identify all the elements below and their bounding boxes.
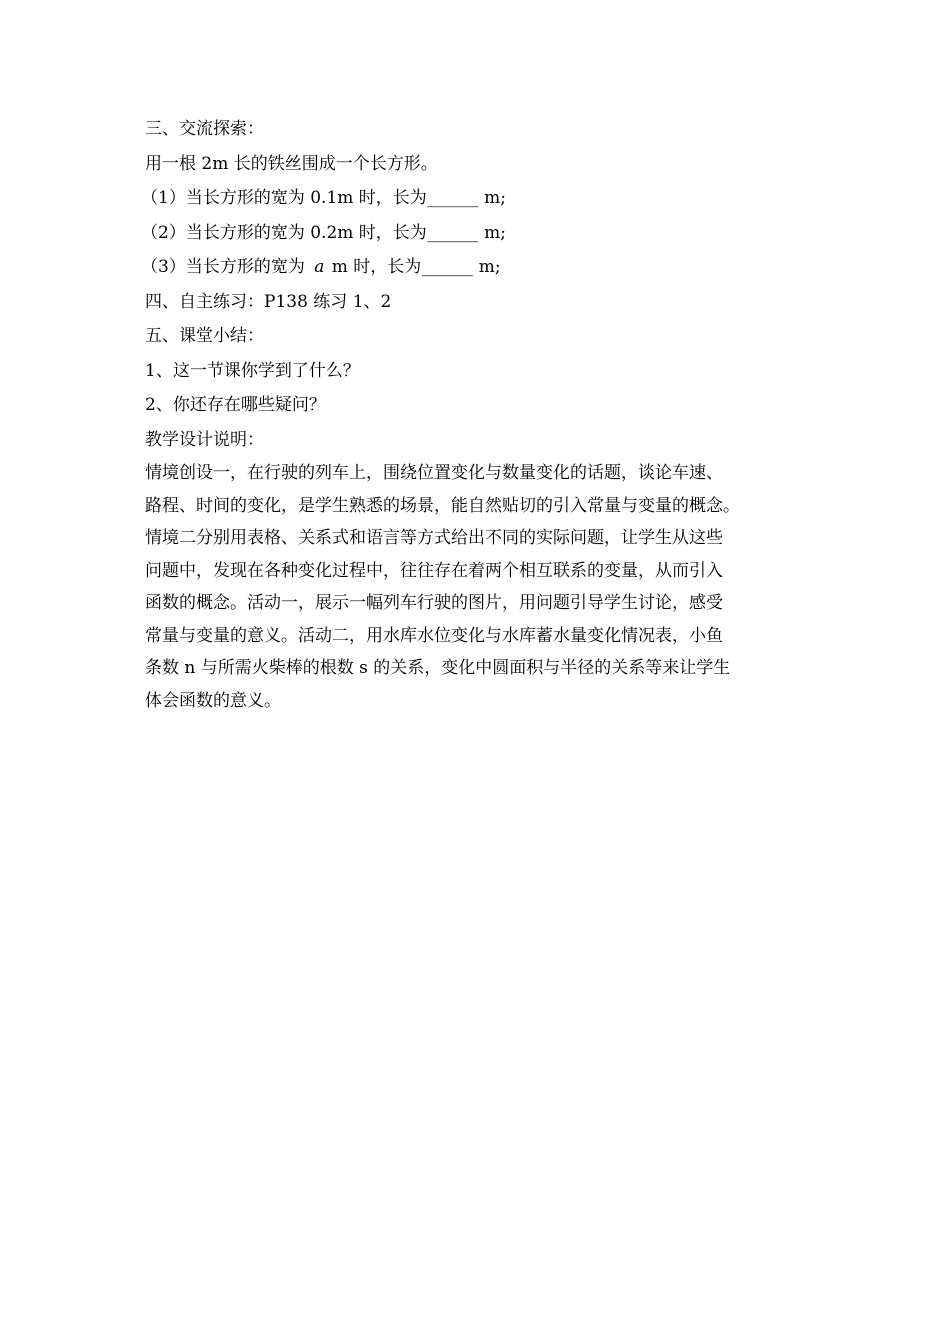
section5-heading: 五、课堂小结： — [145, 326, 264, 346]
answer-blank: ______ — [427, 222, 479, 243]
question-item-1 — [141, 181, 825, 216]
question-text: （2）当长方形的宽为 0.2m 时，长为 — [141, 222, 427, 243]
document-page — [141, 112, 825, 717]
paragraph-line: 情境二分别用表格、关系式和语言等方式给出不同的实际问题，让学生从这些 — [145, 528, 723, 548]
summary-question-2: 2、你还存在哪些疑问？ — [145, 395, 326, 415]
section3-heading: 三、交流探索： — [145, 119, 264, 139]
section4-heading: 四、自主练习：P138 练习 1、2 — [145, 291, 392, 312]
design-notes-heading: 教学设计说明： — [145, 429, 264, 450]
paragraph-line: 路程、时间的变化，是学生熟悉的场景，能自然贴切的引入常量与变量的概念。 — [145, 495, 740, 516]
question-item-2 — [141, 216, 825, 251]
unit-text: m; — [478, 188, 507, 208]
question-text: （3）当长方形的宽为 — [141, 257, 311, 277]
paragraph-line: 问题中，发现在各种变化过程中，往往存在着两个相互联系的变量，从而引入 — [145, 560, 723, 581]
question-text-b: m 时，长为 — [326, 257, 422, 277]
variable-a: a — [314, 257, 325, 277]
paragraph-line: 函数的概念。活动一，展示一幅列车行驶的图片，用问题引导学生讨论，感受 — [145, 593, 723, 613]
paragraph-line: 体会函数的意义。 — [145, 690, 281, 711]
unit-text: m; — [473, 257, 501, 277]
unit-text: m; — [478, 222, 507, 243]
design-notes-paragraph — [145, 457, 825, 717]
summary-question-1: 1、这一节课你学到了什么？ — [145, 360, 360, 381]
paragraph-line: 条数 n 与所需火柴棒的根数 s 的关系，变化中圆面积与半径的关系等来让学生 — [145, 658, 731, 678]
answer-blank: ______ — [421, 257, 473, 277]
answer-blank: ______ — [427, 188, 479, 208]
paragraph-line: 常量与变量的意义。活动二，用水库水位变化与水库蓄水量变化情况表，小鱼 — [145, 625, 723, 646]
question-item-3 — [141, 250, 825, 285]
section3-problem: 用一根 2m 长的铁丝围成一个长方形。 — [145, 153, 438, 174]
paragraph-line: 情境创设一，在行驶的列车上，围绕位置变化与数量变化的话题，谈论车速、 — [145, 463, 723, 483]
question-text: （1）当长方形的宽为 0.1m 时，长为 — [141, 188, 427, 208]
